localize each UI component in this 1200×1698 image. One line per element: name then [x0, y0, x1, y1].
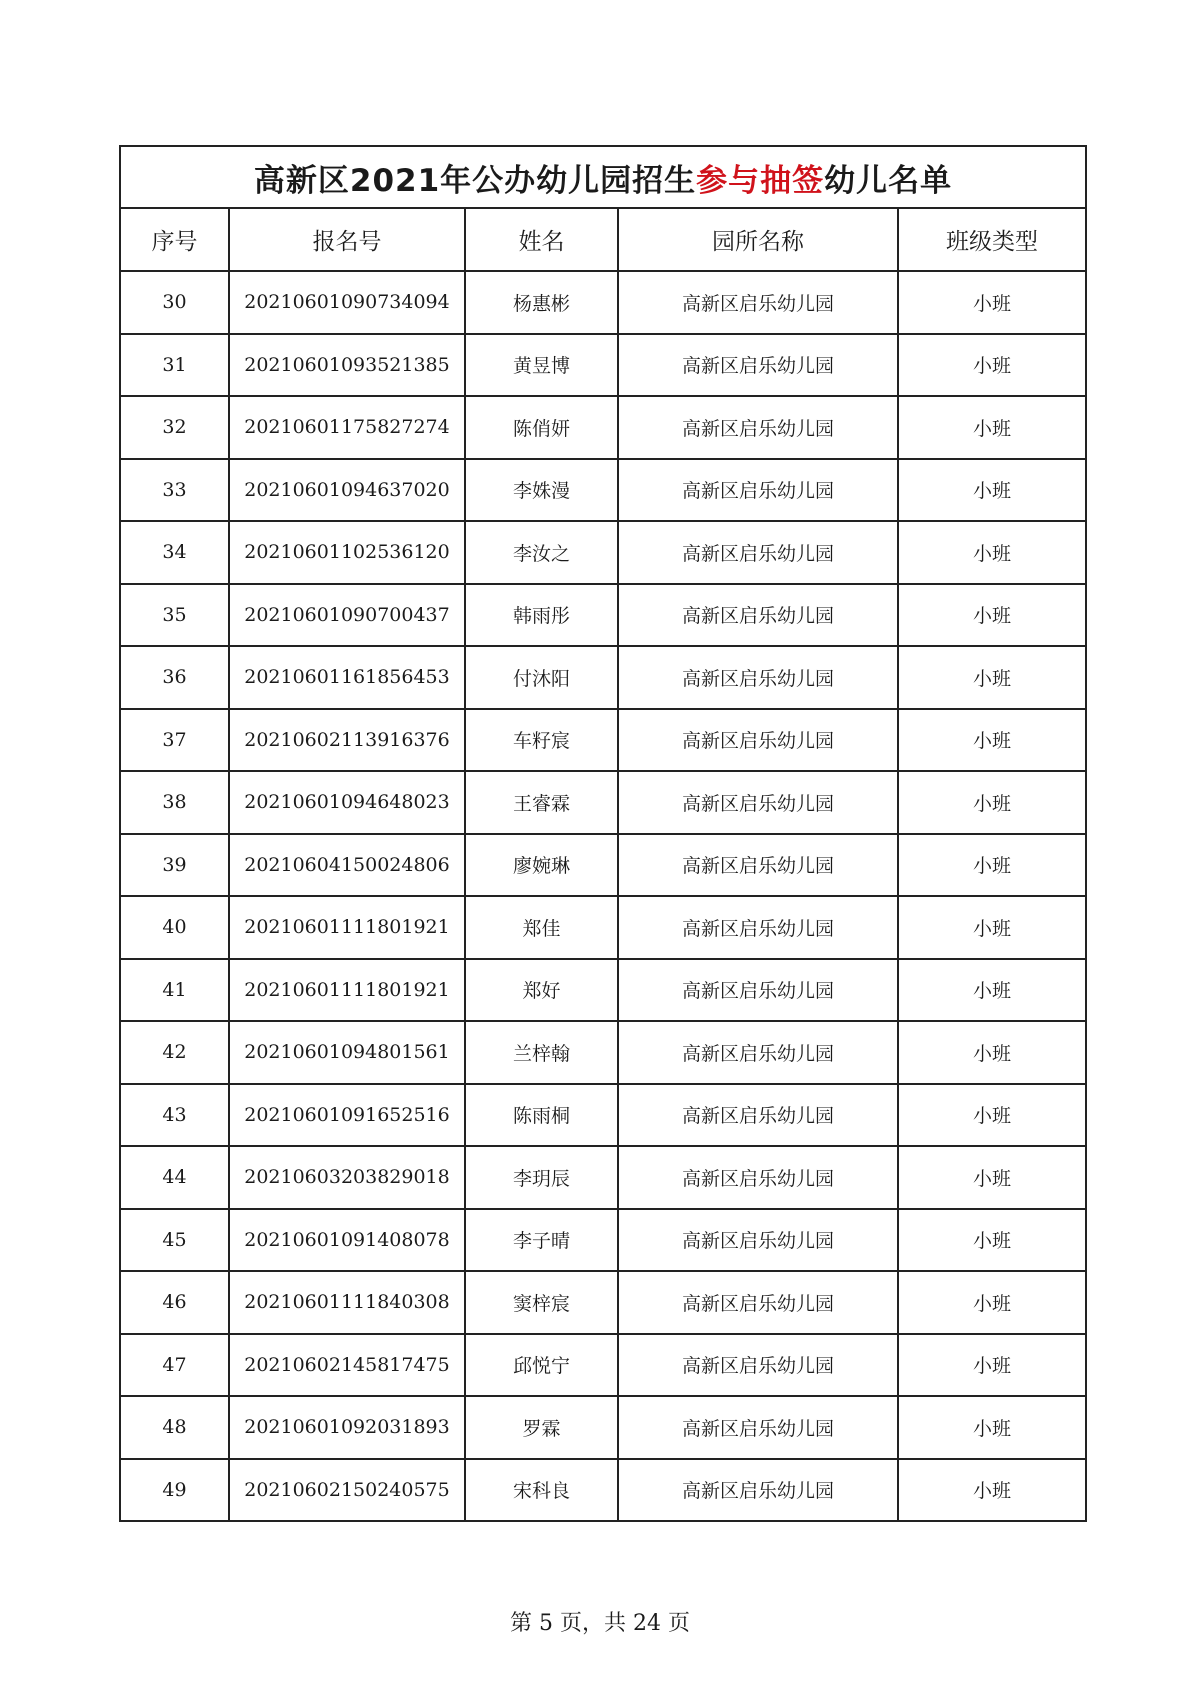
cell-index: 45: [120, 1209, 229, 1272]
column-header-name: 姓名: [465, 208, 618, 271]
cell-index: 30: [120, 271, 229, 334]
column-header-kindergarten: 园所名称: [618, 208, 898, 271]
cell-index: 43: [120, 1084, 229, 1147]
cell-class-type: 小班: [898, 1334, 1086, 1397]
cell-reg-number: 20210604150024806: [229, 834, 465, 897]
cell-index: 42: [120, 1021, 229, 1084]
table-row: [120, 1021, 1086, 1084]
table-row: [120, 396, 1086, 459]
cell-name: 廖婉琳: [465, 834, 618, 897]
cell-index: 32: [120, 396, 229, 459]
cell-kindergarten: 高新区启乐幼儿园: [618, 1209, 898, 1272]
table-row: [120, 834, 1086, 897]
cell-kindergarten: 高新区启乐幼儿园: [618, 646, 898, 709]
cell-kindergarten: 高新区启乐幼儿园: [618, 771, 898, 834]
cell-kindergarten: 高新区启乐幼儿园: [618, 271, 898, 334]
table-row: [120, 771, 1086, 834]
table-row: [120, 896, 1086, 959]
table-body: [120, 271, 1086, 1521]
cell-name: 陈俏妍: [465, 396, 618, 459]
cell-kindergarten: 高新区启乐幼儿园: [618, 1459, 898, 1522]
cell-name: 邱悦宁: [465, 1334, 618, 1397]
cell-class-type: 小班: [898, 896, 1086, 959]
cell-name: 兰梓翰: [465, 1021, 618, 1084]
cell-kindergarten: 高新区启乐幼儿园: [618, 959, 898, 1022]
cell-class-type: 小班: [898, 1209, 1086, 1272]
cell-reg-number: 20210601091652516: [229, 1084, 465, 1147]
cell-class-type: 小班: [898, 646, 1086, 709]
title-part3: 幼儿名单: [824, 162, 953, 199]
cell-kindergarten: 高新区启乐幼儿园: [618, 1396, 898, 1459]
cell-reg-number: 20210603203829018: [229, 1146, 465, 1209]
table-row: [120, 521, 1086, 584]
cell-kindergarten: 高新区启乐幼儿园: [618, 1084, 898, 1147]
cell-index: 40: [120, 896, 229, 959]
cell-kindergarten: 高新区启乐幼儿园: [618, 709, 898, 772]
cell-class-type: 小班: [898, 271, 1086, 334]
table-row: [120, 584, 1086, 647]
cell-name: 李姝漫: [465, 459, 618, 522]
cell-reg-number: 20210601111801921: [229, 959, 465, 1022]
cell-reg-number: 20210601102536120: [229, 521, 465, 584]
cell-index: 37: [120, 709, 229, 772]
title-part1: 高新区2021年公办幼儿园招生: [253, 162, 697, 199]
cell-reg-number: 20210601094648023: [229, 771, 465, 834]
cell-reg-number: 20210601175827274: [229, 396, 465, 459]
table-row: [120, 1334, 1086, 1397]
column-header-reg-number: 报名号: [229, 208, 465, 271]
column-header-index: 序号: [120, 208, 229, 271]
cell-name: 窦梓宸: [465, 1271, 618, 1334]
title-highlight: 参与抽签: [696, 162, 825, 199]
cell-name: 李子晴: [465, 1209, 618, 1272]
cell-name: 杨惠彬: [465, 271, 618, 334]
cell-class-type: 小班: [898, 334, 1086, 397]
table-row: [120, 1084, 1086, 1147]
cell-reg-number: 20210601090700437: [229, 584, 465, 647]
cell-name: 韩雨彤: [465, 584, 618, 647]
cell-name: 黄昱博: [465, 334, 618, 397]
title-row: [120, 146, 1086, 208]
cell-name: 付沐阳: [465, 646, 618, 709]
cell-kindergarten: 高新区启乐幼儿园: [618, 521, 898, 584]
column-header-class-type: 班级类型: [898, 208, 1086, 271]
cell-name: 陈雨桐: [465, 1084, 618, 1147]
table-row: [120, 709, 1086, 772]
cell-index: 49: [120, 1459, 229, 1522]
header-row: [120, 208, 1086, 271]
cell-index: 36: [120, 646, 229, 709]
table-row: [120, 959, 1086, 1022]
cell-name: 王睿霖: [465, 771, 618, 834]
cell-index: 38: [120, 771, 229, 834]
cell-reg-number: 20210601090734094: [229, 271, 465, 334]
cell-reg-number: 20210601091408078: [229, 1209, 465, 1272]
table-row: [120, 459, 1086, 522]
cell-index: 48: [120, 1396, 229, 1459]
table-row: [120, 1209, 1086, 1272]
cell-index: 33: [120, 459, 229, 522]
cell-name: 李玥辰: [465, 1146, 618, 1209]
cell-name: 郑好: [465, 959, 618, 1022]
table-row: [120, 271, 1086, 334]
page-footer: 第 5 页，共 24 页: [510, 1611, 690, 1636]
cell-reg-number: 20210601094637020: [229, 459, 465, 522]
cell-class-type: 小班: [898, 1271, 1086, 1334]
cell-index: 31: [120, 334, 229, 397]
cell-name: 郑佳: [465, 896, 618, 959]
cell-reg-number: 20210602150240575: [229, 1459, 465, 1522]
cell-kindergarten: 高新区启乐幼儿园: [618, 1146, 898, 1209]
cell-reg-number: 20210601092031893: [229, 1396, 465, 1459]
cell-class-type: 小班: [898, 584, 1086, 647]
cell-index: 44: [120, 1146, 229, 1209]
cell-class-type: 小班: [898, 959, 1086, 1022]
cell-class-type: 小班: [898, 396, 1086, 459]
cell-index: 46: [120, 1271, 229, 1334]
cell-index: 41: [120, 959, 229, 1022]
cell-kindergarten: 高新区启乐幼儿园: [618, 396, 898, 459]
cell-class-type: 小班: [898, 1146, 1086, 1209]
cell-name: 李汝之: [465, 521, 618, 584]
cell-reg-number: 20210601093521385: [229, 334, 465, 397]
cell-class-type: 小班: [898, 459, 1086, 522]
cell-reg-number: 20210601161856453: [229, 646, 465, 709]
cell-class-type: 小班: [898, 834, 1086, 897]
table-row: [120, 1459, 1086, 1522]
cell-kindergarten: 高新区启乐幼儿园: [618, 896, 898, 959]
cell-class-type: 小班: [898, 521, 1086, 584]
table-row: [120, 334, 1086, 397]
cell-reg-number: 20210601094801561: [229, 1021, 465, 1084]
cell-name: 宋科良: [465, 1459, 618, 1522]
cell-class-type: 小班: [898, 1459, 1086, 1522]
table-row: [120, 1146, 1086, 1209]
table-title: [120, 146, 1086, 208]
table-row: [120, 1396, 1086, 1459]
cell-name: 车籽宸: [465, 709, 618, 772]
cell-kindergarten: 高新区启乐幼儿园: [618, 334, 898, 397]
cell-class-type: 小班: [898, 1396, 1086, 1459]
cell-kindergarten: 高新区启乐幼儿园: [618, 459, 898, 522]
cell-class-type: 小班: [898, 1084, 1086, 1147]
cell-reg-number: 20210601111840308: [229, 1271, 465, 1334]
enrollment-table: [119, 145, 1087, 1522]
cell-kindergarten: 高新区启乐幼儿园: [618, 1271, 898, 1334]
cell-index: 39: [120, 834, 229, 897]
cell-class-type: 小班: [898, 709, 1086, 772]
cell-class-type: 小班: [898, 1021, 1086, 1084]
cell-reg-number: 20210602145817475: [229, 1334, 465, 1397]
cell-kindergarten: 高新区启乐幼儿园: [618, 584, 898, 647]
cell-kindergarten: 高新区启乐幼儿园: [618, 1334, 898, 1397]
table-row: [120, 1271, 1086, 1334]
cell-name: 罗霖: [465, 1396, 618, 1459]
cell-reg-number: 20210601111801921: [229, 896, 465, 959]
cell-reg-number: 20210602113916376: [229, 709, 465, 772]
cell-kindergarten: 高新区启乐幼儿园: [618, 1021, 898, 1084]
table-row: [120, 646, 1086, 709]
cell-kindergarten: 高新区启乐幼儿园: [618, 834, 898, 897]
cell-index: 34: [120, 521, 229, 584]
cell-class-type: 小班: [898, 771, 1086, 834]
cell-index: 47: [120, 1334, 229, 1397]
cell-index: 35: [120, 584, 229, 647]
